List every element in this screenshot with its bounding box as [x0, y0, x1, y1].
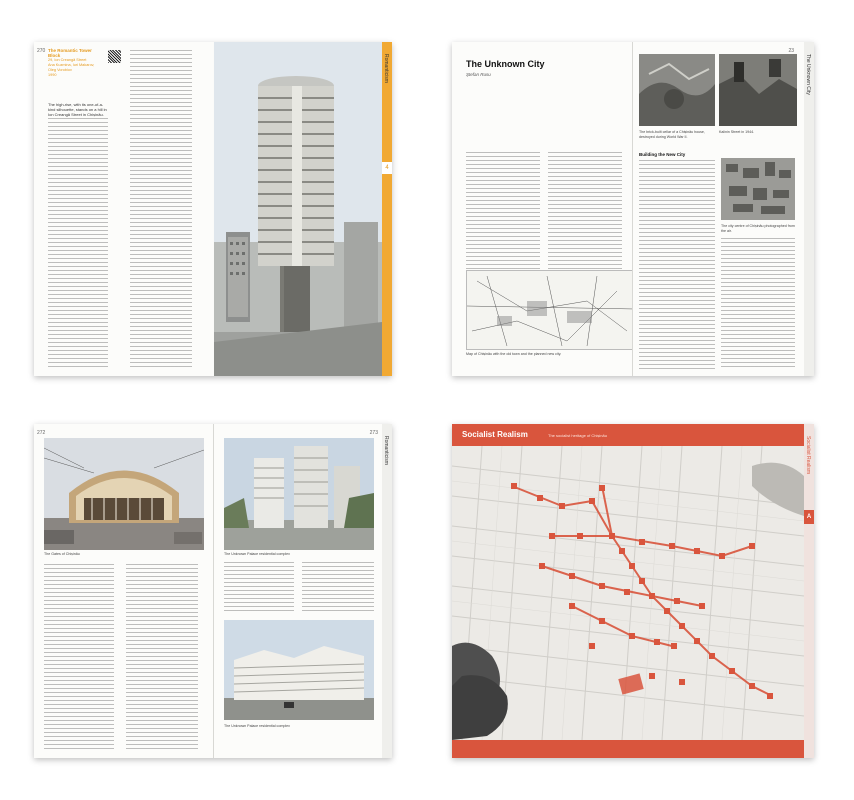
map-marker — [639, 539, 645, 545]
ruins-photo-left — [639, 54, 715, 126]
map-marker — [679, 679, 685, 685]
top-photo-caption: The Unknown Palace residential complex — [224, 552, 290, 556]
right-page — [633, 42, 804, 376]
map-caption: Map of Chișinău with the old town and the planned new city. — [466, 352, 562, 356]
map-marker — [694, 638, 700, 644]
map-subtitle: The socialist heritage of Chișinău — [548, 433, 607, 438]
aerial-caption: The city centre of Chișinău photographed from the air. — [721, 224, 795, 233]
map-marker — [624, 589, 630, 595]
left-page — [452, 42, 632, 376]
top-right-caption: Kalinin Street in 1944. — [719, 130, 755, 134]
side-tab-letter: A — [804, 510, 814, 524]
map-marker — [729, 668, 735, 674]
map-marker — [619, 548, 625, 554]
section-tab — [382, 42, 392, 376]
top-left-caption: The brick-built cellar of a Chișinău house, destroyed during World War II. — [639, 130, 705, 139]
map-marker — [629, 633, 635, 639]
complex-photo-bottom — [224, 620, 374, 720]
entry-title: The Romantic Tower Block — [48, 48, 92, 58]
side-tab — [804, 424, 814, 758]
map-header-bar — [452, 424, 804, 446]
complex-photo-top — [224, 438, 374, 550]
side-tab — [382, 424, 392, 758]
map-marker — [669, 543, 675, 549]
spread-unknown-city — [452, 42, 814, 376]
map-marker — [599, 618, 605, 624]
spread-socialist-realism-map — [452, 424, 814, 758]
map-marker — [767, 693, 773, 699]
text-column-1 — [466, 152, 540, 282]
entry-meta-2: Ana Kuzmina, Iuri Makarov, — [48, 63, 95, 67]
body-column-1 — [48, 118, 108, 368]
map-marker — [549, 533, 555, 539]
page-number: 270 — [37, 48, 46, 54]
right-text-column-1 — [224, 562, 294, 614]
page-number-left: 272 — [37, 430, 46, 436]
page-number: 23 — [788, 48, 794, 54]
map-marker — [599, 583, 605, 589]
map-footer-bar — [452, 740, 804, 758]
tower-block-photo — [214, 42, 382, 376]
section-tab-label: Romanticism — [383, 54, 389, 83]
map-marker — [694, 548, 700, 554]
map-marker — [671, 643, 677, 649]
chapter-author: Ştefan Rusu — [466, 72, 491, 77]
chapter-title: The Unknown City — [466, 59, 545, 69]
ruins-photo-right — [719, 54, 797, 126]
map-marker — [709, 653, 715, 659]
city-map — [452, 446, 804, 740]
page-number-right: 273 — [369, 430, 378, 436]
map-marker — [654, 639, 660, 645]
gates-caption: The Gates of Chișinău — [44, 552, 80, 556]
spread-residential-complex — [34, 424, 392, 758]
entry-meta-1: 29, Ion Creangă Street — [48, 58, 87, 62]
aerial-photo — [721, 158, 795, 220]
map-marker — [664, 608, 670, 614]
map-title: Socialist Realism — [462, 430, 528, 439]
entry-meta-4: 1990 — [48, 73, 57, 77]
intro-text: The high-rise, with its one-of-a-kind silhouette, stands on a hill in Ion Creangă Street in Chișinău. — [48, 102, 107, 117]
qr-code — [108, 50, 121, 63]
text-column-1 — [44, 564, 114, 750]
map-marker — [589, 643, 595, 649]
entry-meta-3: Oleg Vorobiov — [48, 68, 72, 72]
map-marker — [577, 533, 583, 539]
city-map-image — [466, 270, 636, 350]
map-marker — [674, 598, 680, 604]
text-column-2 — [548, 152, 622, 282]
map-marker — [629, 563, 635, 569]
subheading: Building the New City — [639, 152, 686, 157]
map-marker — [719, 553, 725, 559]
map-marker — [537, 495, 543, 501]
text-column-2 — [126, 564, 198, 750]
right-text-column-1 — [639, 160, 715, 370]
right-page — [214, 424, 382, 758]
map-marker — [639, 578, 645, 584]
section-tab-number: 4 — [382, 162, 392, 174]
map-marker — [589, 498, 595, 504]
map-marker — [749, 683, 755, 689]
map-marker — [599, 485, 605, 491]
map-marker — [569, 573, 575, 579]
map-marker — [679, 623, 685, 629]
body-column-2 — [130, 50, 192, 368]
map-marker — [649, 673, 655, 679]
map-marker — [559, 503, 565, 509]
spread-romantic-tower-block — [34, 42, 392, 376]
side-tab — [804, 42, 814, 376]
right-text-column-2 — [721, 238, 795, 370]
map-marker — [699, 603, 705, 609]
side-tab-label: Romanticism — [383, 436, 389, 465]
left-page — [34, 424, 213, 758]
map-marker — [609, 533, 615, 539]
map-marker — [539, 563, 545, 569]
map-marker — [749, 543, 755, 549]
bottom-photo-caption: The Unknown Palace residential complex — [224, 724, 290, 728]
side-tab-label: The Unknown City — [805, 54, 811, 95]
side-tab-label: Socialist Realism — [805, 436, 811, 475]
gates-photo — [44, 438, 204, 550]
left-page — [34, 42, 213, 376]
map-marker — [649, 593, 655, 599]
right-text-column-2 — [302, 562, 374, 614]
map-marker — [511, 483, 517, 489]
entry-box — [48, 48, 104, 100]
map-marker — [569, 603, 575, 609]
